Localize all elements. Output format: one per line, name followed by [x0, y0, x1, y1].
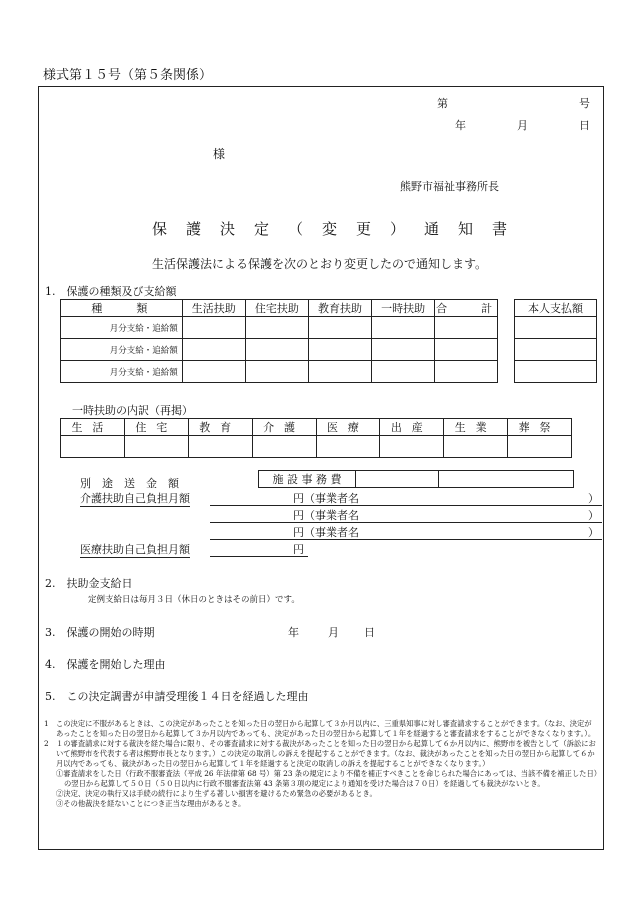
temp-col-occupation: 生業: [444, 419, 508, 436]
appeal-notes: [44, 719, 598, 809]
care-yen-provider-1: 円（事業者名: [293, 492, 359, 505]
section1-heading: 1. 保護の種類及び支給額: [45, 285, 177, 298]
issuer-name: 熊野市福祉事務所長: [400, 180, 499, 193]
row-label: 月分支給・追給額: [61, 361, 183, 383]
note-2-3: ③その他裁決を経ないことにつき正当な理由があるとき。: [56, 799, 246, 808]
date-day: 日: [579, 119, 590, 132]
table-row: [61, 361, 498, 383]
care-yen-provider-3: 円（事業者名: [293, 526, 359, 539]
date-month: 月: [517, 119, 528, 132]
facility-fee-label: 施 設 事 務 費: [259, 471, 356, 488]
temp-col-care: 介護: [252, 419, 316, 436]
care-yen-provider-2: 円（事業者名: [293, 509, 359, 522]
col-living: 生活扶助: [182, 300, 245, 317]
table-row: [61, 339, 498, 361]
date-year: 年: [455, 119, 466, 132]
start-year: 年: [288, 626, 299, 639]
temp-col-housing: 住宅: [124, 419, 188, 436]
close-paren-1: ）: [588, 492, 599, 505]
temp-col-medical: 医療: [316, 419, 380, 436]
col-type: 種 類: [61, 300, 183, 317]
care-copay-label: 介護扶助自己負担月額: [80, 492, 190, 505]
table-row: [61, 317, 498, 339]
temp-col-birth: 出産: [380, 419, 444, 436]
payment-day-note: 定例支給日は毎月３日（休日のときはその前日）です。: [88, 595, 300, 605]
note-2-2: ②決定、決定の執行又は手続の続行により生ずる著しい損害を避けるため緊急の必要があるとき。: [56, 789, 377, 798]
medical-line: [210, 556, 308, 557]
number-go: 号: [579, 97, 590, 110]
start-month: 月: [328, 626, 339, 639]
row-label: 月分支給・追給額: [61, 339, 183, 361]
number-dai: 第: [437, 97, 448, 110]
intro-text: 生活保護法による保護を次のとおり変更したので通知します。: [152, 257, 488, 271]
close-paren-3: ）: [588, 526, 599, 539]
section5-heading: 5. この決定調書が申請受理後１４日を経過した理由: [45, 690, 309, 703]
temp-col-funeral: 葬祭: [508, 419, 572, 436]
benefit-table: [60, 299, 498, 383]
col-temporary: 一時扶助: [372, 300, 435, 317]
temp-col-education: 教育: [188, 419, 252, 436]
note-2: 2 １の審査請求に対する裁決を経た場合に限り、その審査請求に対する裁決があったことを知った日の翌日から起算して６か月以内に、熊野市を被告として（訴訟において熊野市を代表する者は熊野市長となります。）この決定の取消しの訴えを提起することができます。（なお、裁決があったことを知った日の翌日から起算して６か月以内であっても、裁決があった日の翌日から起算して１年を経過すると決定の取消しの訴えを提起することができなくなります。）: [44, 739, 596, 768]
temp-aid-heading: 一時扶助の内訳（再掲）: [72, 404, 193, 417]
section2-heading: 2. 扶助金支給日: [45, 577, 133, 590]
note-1: 1 この決定に不服があるときは、この決定があったことを知った日の翌日から起算して３か月以内に、三重県知事に対し審査請求することができます。（なお、決定があったことを知った日の翌日から起算して３か月以内であっても、決定があった日の翌日から起算して１年を経過すると審査請求をすることができなくなります。）。: [44, 719, 596, 738]
provider-line-1: [210, 505, 602, 506]
temp-aid-table: [60, 418, 572, 458]
col-total: 合 計: [435, 300, 498, 317]
form-number: 様式第１５号（第５条関係）: [43, 68, 213, 83]
separate-remittance-label: 別 途 送 金 額: [80, 477, 179, 490]
page-title: 保護決定（変更）通知書: [152, 220, 527, 238]
recipient-sama: 様: [213, 147, 226, 161]
self-pay-table: [514, 299, 597, 383]
note-2-1: ①審査請求をした日（行政不服審査法（平成 26 年法律第 68 号）第 23 条の規定により不備を補正すべきことを命じられた場合にあっては、当該不備を補正した日）の翌日から起算して５０日（５０日以内に行政不服審査法第 43 条第３項の規定により通知を受けた場合は７０日）を経過しても裁決がないとき。: [56, 769, 598, 788]
col-education: 教育扶助: [308, 300, 371, 317]
self-pay-header: 本人支払額: [515, 300, 597, 317]
close-paren-2: ）: [588, 509, 599, 522]
row-label: 月分支給・追給額: [61, 317, 183, 339]
section3-heading: 3. 保護の開始の時期: [45, 626, 155, 639]
provider-line-2: [210, 522, 602, 523]
col-housing: 住宅扶助: [245, 300, 308, 317]
start-day: 日: [364, 626, 375, 639]
medical-yen: 円: [293, 543, 304, 556]
medical-copay-label: 医療扶助自己負担月額: [80, 543, 190, 556]
provider-line-3: [210, 539, 602, 540]
facility-fee-table: [258, 470, 574, 488]
temp-col-living: 生活: [61, 419, 125, 436]
section4-heading: 4. 保護を開始した理由: [45, 658, 166, 671]
